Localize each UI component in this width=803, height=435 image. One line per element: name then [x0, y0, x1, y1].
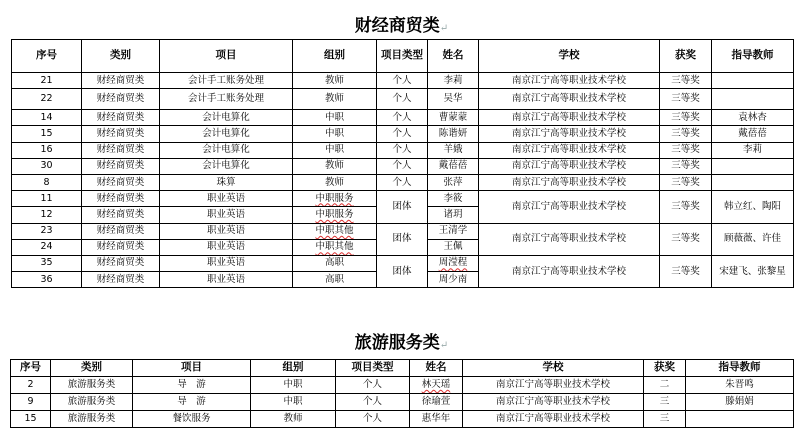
cell-name: 羊娥 — [428, 142, 479, 158]
cell-item: 导 游 — [133, 377, 251, 394]
cell-name: 周滢程 — [428, 255, 479, 271]
cell-no: 15 — [11, 411, 51, 428]
cell-award: 三等奖 — [660, 142, 712, 158]
header-cell: 项目类型 — [377, 40, 428, 73]
cell-category: 旅游服务类 — [51, 411, 133, 428]
cell-no: 14 — [12, 110, 82, 126]
cell-no: 22 — [12, 89, 82, 110]
cell-item: 导 游 — [133, 394, 251, 411]
tourism-awards-table — [10, 359, 794, 428]
table-row — [12, 126, 794, 142]
cell-name: 戴蓓蓓 — [428, 158, 479, 174]
table-header-row — [12, 40, 794, 73]
cell-no: 15 — [12, 126, 82, 142]
cell-teacher: 袁林杏 — [712, 110, 794, 126]
cell-name: 张萍 — [428, 174, 479, 190]
header-cell: 姓名 — [428, 40, 479, 73]
cell-group: 教师 — [293, 89, 377, 110]
cell-teacher: 韩立红、陶阳 — [712, 191, 794, 223]
table-row — [12, 110, 794, 126]
section-title-tourism: 旅游服务类↵ — [354, 333, 449, 353]
cell-school: 南京江宁高等职业技术学校 — [479, 174, 660, 190]
cell-teacher — [712, 174, 794, 190]
cell-award: 三等奖 — [660, 73, 712, 89]
cell-type: 个人 — [336, 394, 410, 411]
cell-no: 30 — [12, 158, 82, 174]
cell-type: 团体 — [377, 191, 428, 223]
cell-item: 会计电算化 — [160, 142, 293, 158]
cell-group: 高职 — [293, 272, 377, 288]
cell-group: 中职 — [251, 394, 336, 411]
table-row — [11, 394, 794, 411]
cell-school: 南京江宁高等职业技术学校 — [479, 89, 660, 110]
cell-category: 财经商贸类 — [82, 207, 160, 223]
table-row — [12, 142, 794, 158]
header-cell: 学校 — [479, 40, 660, 73]
cell-school: 南京江宁高等职业技术学校 — [479, 110, 660, 126]
cell-award: 三 — [644, 394, 686, 411]
cell-no: 16 — [12, 142, 82, 158]
cell-school: 南京江宁高等职业技术学校 — [479, 255, 660, 287]
header-cell: 序号 — [12, 40, 82, 73]
cell-group: 中职 — [293, 110, 377, 126]
cell-award: 三等奖 — [660, 174, 712, 190]
cell-group: 中职 — [251, 377, 336, 394]
cell-school: 南京江宁高等职业技术学校 — [463, 377, 644, 394]
cell-teacher: 宋建飞、张黎星 — [712, 255, 794, 287]
header-cell: 姓名 — [410, 360, 463, 377]
header-cell: 类别 — [82, 40, 160, 73]
table-row — [12, 255, 794, 271]
cell-group: 中职服务 — [293, 191, 377, 207]
header-cell: 获奖 — [660, 40, 712, 73]
cell-school: 南京江宁高等职业技术学校 — [479, 73, 660, 89]
cell-item: 会计手工账务处理 — [160, 73, 293, 89]
cell-item: 会计电算化 — [160, 158, 293, 174]
cell-category: 财经商贸类 — [82, 239, 160, 255]
cell-type: 团体 — [377, 223, 428, 255]
cell-name: 惠华年 — [410, 411, 463, 428]
cell-category: 财经商贸类 — [82, 73, 160, 89]
cell-teacher: 滕娟娟 — [686, 394, 794, 411]
cell-group: 教师 — [293, 73, 377, 89]
cell-award: 三等奖 — [660, 89, 712, 110]
table-row — [11, 411, 794, 428]
cell-no: 9 — [11, 394, 51, 411]
cell-name: 李筱 — [428, 191, 479, 207]
cell-item: 职业英语 — [160, 239, 293, 255]
header-cell: 学校 — [463, 360, 644, 377]
cell-group: 高职 — [293, 255, 377, 271]
table-row — [12, 191, 794, 207]
cell-type: 个人 — [377, 142, 428, 158]
cell-item: 会计电算化 — [160, 110, 293, 126]
cell-group: 中职 — [293, 142, 377, 158]
finance-awards-table — [11, 39, 794, 288]
cell-no: 11 — [12, 191, 82, 207]
cell-name: 周少南 — [428, 272, 479, 288]
cell-item: 职业英语 — [160, 223, 293, 239]
cell-type: 个人 — [377, 158, 428, 174]
cell-item: 餐饮服务 — [133, 411, 251, 428]
cell-teacher: 朱晋鸣 — [686, 377, 794, 394]
cell-type: 个人 — [336, 377, 410, 394]
cell-name: 吴华 — [428, 89, 479, 110]
cell-type: 个人 — [377, 110, 428, 126]
cell-category: 财经商贸类 — [82, 158, 160, 174]
header-cell: 项目 — [133, 360, 251, 377]
cell-type: 个人 — [377, 126, 428, 142]
cell-name: 李莉 — [428, 73, 479, 89]
cell-name: 诸玥 — [428, 207, 479, 223]
cell-item: 会计电算化 — [160, 126, 293, 142]
cell-award: 三等奖 — [660, 223, 712, 255]
cell-school: 南京江宁高等职业技术学校 — [479, 126, 660, 142]
cell-category: 财经商贸类 — [82, 223, 160, 239]
cell-name: 王佩 — [428, 239, 479, 255]
cell-group: 教师 — [293, 158, 377, 174]
header-cell: 项目 — [160, 40, 293, 73]
cell-school: 南京江宁高等职业技术学校 — [479, 223, 660, 255]
header-cell: 组别 — [293, 40, 377, 73]
cell-name: 曹蒙蒙 — [428, 110, 479, 126]
cell-no: 12 — [12, 207, 82, 223]
cell-name: 徐瑜萱 — [410, 394, 463, 411]
cell-category: 财经商贸类 — [82, 255, 160, 271]
cell-award: 三等奖 — [660, 110, 712, 126]
cell-type: 个人 — [377, 73, 428, 89]
cell-award: 三 — [644, 411, 686, 428]
table-row — [12, 174, 794, 190]
cell-group: 中职其他 — [293, 223, 377, 239]
cell-item: 职业英语 — [160, 207, 293, 223]
cell-category: 旅游服务类 — [51, 394, 133, 411]
cell-name: 林天瑶 — [410, 377, 463, 394]
cell-category: 财经商贸类 — [82, 126, 160, 142]
cell-type: 个人 — [336, 411, 410, 428]
cell-teacher — [712, 89, 794, 110]
cell-group: 中职服务 — [293, 207, 377, 223]
cell-teacher — [712, 73, 794, 89]
cell-school: 南京江宁高等职业技术学校 — [479, 142, 660, 158]
header-cell: 类别 — [51, 360, 133, 377]
cell-award: 三等奖 — [660, 126, 712, 142]
cell-award: 二 — [644, 377, 686, 394]
cell-school: 南京江宁高等职业技术学校 — [463, 411, 644, 428]
cell-award: 三等奖 — [660, 255, 712, 287]
table-header-row — [11, 360, 794, 377]
cell-item: 珠算 — [160, 174, 293, 190]
table-row — [12, 158, 794, 174]
table-row — [12, 223, 794, 239]
cell-category: 财经商贸类 — [82, 191, 160, 207]
cell-no: 36 — [12, 272, 82, 288]
header-cell: 项目类型 — [336, 360, 410, 377]
cell-school: 南京江宁高等职业技术学校 — [463, 394, 644, 411]
cell-no: 35 — [12, 255, 82, 271]
table-row — [12, 73, 794, 89]
cell-type: 个人 — [377, 174, 428, 190]
cell-school: 南京江宁高等职业技术学校 — [479, 158, 660, 174]
cell-no: 8 — [12, 174, 82, 190]
cell-item: 职业英语 — [160, 255, 293, 271]
cell-name: 陈谐妍 — [428, 126, 479, 142]
cell-item: 职业英语 — [160, 272, 293, 288]
cell-teacher: 顾薇薇、许佳 — [712, 223, 794, 255]
table-row — [12, 89, 794, 110]
cell-category: 旅游服务类 — [51, 377, 133, 394]
cell-group: 中职 — [293, 126, 377, 142]
cell-no: 2 — [11, 377, 51, 394]
header-cell: 序号 — [11, 360, 51, 377]
cell-award: 三等奖 — [660, 191, 712, 223]
header-cell: 获奖 — [644, 360, 686, 377]
cell-award: 三等奖 — [660, 158, 712, 174]
cell-item: 职业英语 — [160, 191, 293, 207]
cell-group: 教师 — [251, 411, 336, 428]
cell-type: 团体 — [377, 255, 428, 287]
header-cell: 组别 — [251, 360, 336, 377]
header-cell: 指导教师 — [712, 40, 794, 73]
cell-no: 24 — [12, 239, 82, 255]
cell-no: 23 — [12, 223, 82, 239]
header-cell: 指导教师 — [686, 360, 794, 377]
cell-school: 南京江宁高等职业技术学校 — [479, 191, 660, 223]
cell-group: 中职其他 — [293, 239, 377, 255]
cell-item: 会计手工账务处理 — [160, 89, 293, 110]
cell-teacher: 戴蓓蓓 — [712, 126, 794, 142]
section-title-finance: 财经商贸类↵ — [354, 16, 449, 36]
cell-teacher — [712, 158, 794, 174]
cell-teacher — [686, 411, 794, 428]
table-row — [11, 377, 794, 394]
cell-type: 个人 — [377, 89, 428, 110]
cell-category: 财经商贸类 — [82, 110, 160, 126]
cell-category: 财经商贸类 — [82, 272, 160, 288]
cell-name: 王清学 — [428, 223, 479, 239]
cell-teacher: 李莉 — [712, 142, 794, 158]
cell-category: 财经商贸类 — [82, 142, 160, 158]
cell-group: 教师 — [293, 174, 377, 190]
cell-category: 财经商贸类 — [82, 89, 160, 110]
cell-no: 21 — [12, 73, 82, 89]
cell-category: 财经商贸类 — [82, 174, 160, 190]
